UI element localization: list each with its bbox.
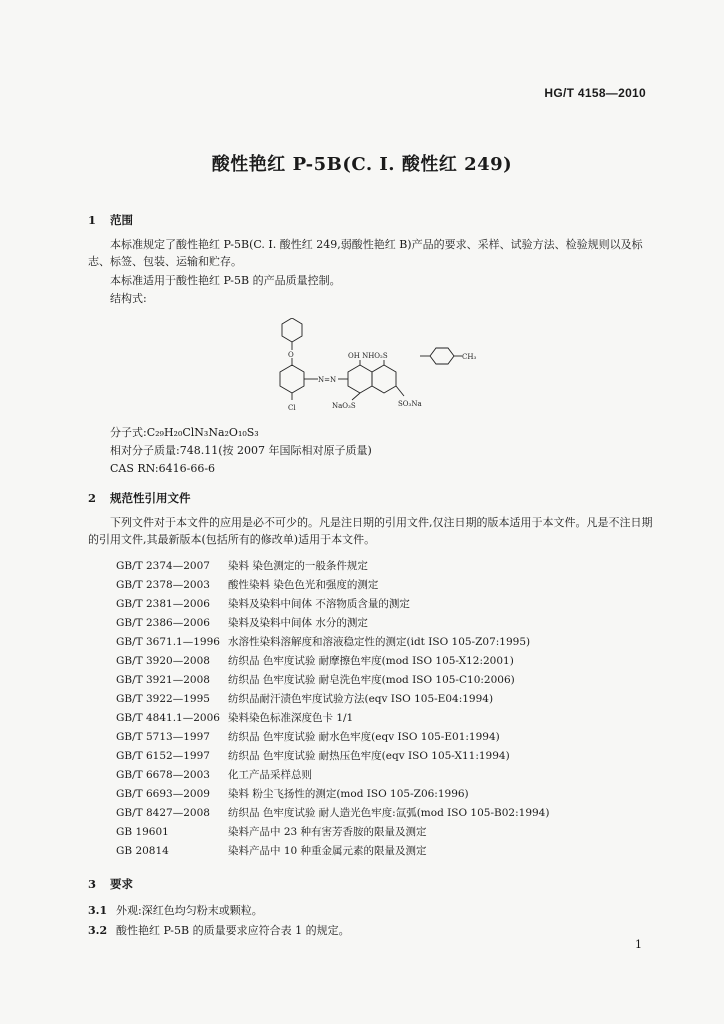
reference-title: 纺织品 色牢度试验 耐热压色牢度(eqv ISO 105-X11:1994) — [228, 750, 510, 762]
methyl-label: CH₃ — [462, 353, 477, 361]
tolyl-ring — [430, 348, 454, 364]
reference-item — [116, 843, 427, 858]
reference-code: GB/T 4841.1—2006 — [116, 712, 220, 724]
normative-references-intro: 下列文件对于本文件的应用是必不可少的。凡是注日期的引用文件,仅注日期的版本适用于本文件。凡是不注日期的引用文件,其最新版本(包括所有的修改单)适用于本文件。 — [88, 516, 653, 546]
reference-title: 染料产品中 10 种重金属元素的限量及测定 — [228, 845, 427, 857]
reference-code: GB 19601 — [116, 826, 169, 838]
reference-title: 染料产品中 23 种有害芳香胺的限量及测定 — [228, 826, 427, 838]
reference-title: 染料及染料中间体 水分的测定 — [228, 617, 368, 629]
reference-item — [116, 786, 469, 801]
oh-nh-label: OH NHO₂S — [348, 352, 388, 360]
reference-title: 纺织品 色牢度试验 耐人造光色牢度:氙弧(mod ISO 105-B02:1994) — [228, 807, 550, 819]
naphthalene-ring-right — [372, 365, 396, 393]
section-2-heading — [88, 490, 191, 506]
reference-title: 纺织品 色牢度试验 耐皂洗色牢度(mod ISO 105-C10:2006) — [228, 674, 515, 686]
reference-title: 染料 粉尘飞扬性的测定(mod ISO 105-Z06:1996) — [228, 788, 469, 800]
requirement-item — [88, 922, 350, 939]
standard-number: HG/T 4158—2010 — [544, 86, 646, 100]
page-number: 1 — [635, 938, 642, 951]
reference-item — [116, 805, 549, 820]
section-number: 1 — [88, 213, 97, 227]
reference-title: 酸性染料 染色色光和强度的测定 — [228, 579, 379, 591]
reference-title: 纺织品耐汗渍色牢度试验方法(eqv ISO 105-E04:1994) — [228, 693, 494, 705]
reference-title: 水溶性染料溶解度和溶液稳定性的测定(idt ISO 105-Z07:1995) — [228, 636, 531, 648]
reference-item — [116, 767, 312, 782]
reference-item — [116, 748, 510, 763]
section-title: 要求 — [110, 877, 133, 891]
reference-item — [116, 710, 353, 725]
reference-code: GB/T 2378—2003 — [116, 579, 210, 591]
reference-code: GB/T 8427—2008 — [116, 807, 210, 819]
requirement-item — [88, 902, 263, 919]
reference-title: 染料染色标准深度色卡 1/1 — [228, 712, 354, 724]
reference-item — [116, 691, 493, 706]
reference-code: GB 20814 — [116, 845, 169, 857]
clause-number: 3.1 — [88, 904, 108, 917]
formula-line — [110, 424, 259, 441]
reference-title: 染料 染色测定的一般条件规定 — [228, 560, 368, 572]
cas-number-line: CAS RN:6416-66-6 — [110, 462, 216, 475]
azo-label: N=N — [318, 376, 337, 384]
reference-code: GB/T 6152—1997 — [116, 750, 210, 762]
reference-code: GB/T 3671.1—1996 — [116, 636, 220, 648]
reference-code: GB/T 5713—1997 — [116, 731, 210, 743]
section-3-heading — [88, 876, 133, 892]
section-number: 3 — [88, 877, 97, 891]
reference-item — [116, 558, 368, 573]
scope-applicability: 本标准适用于酸性艳红 P-5B 的产品质量控制。 — [110, 274, 341, 287]
section-1-heading — [88, 212, 133, 228]
reference-code: GB/T 2381—2006 — [116, 598, 210, 610]
phenoxy-ring — [282, 318, 302, 342]
section-title: 范围 — [110, 213, 133, 227]
clause-number: 3.2 — [88, 924, 108, 937]
reference-code: GB/T 6678—2003 — [116, 769, 210, 781]
reference-item — [116, 615, 368, 630]
oxygen-label: O — [288, 351, 294, 359]
section-number: 2 — [88, 491, 97, 505]
reference-code: GB/T 2386—2006 — [116, 617, 210, 629]
molecular-mass-line: 相对分子质量:748.11(按 2007 年国际相对原子质量) — [110, 444, 372, 457]
reference-item — [116, 824, 427, 839]
naso3-label: NaO₃S — [332, 402, 356, 410]
reference-item — [116, 577, 378, 592]
clause-text: 酸性艳红 P-5B 的质量要求应符合表 1 的规定。 — [116, 924, 350, 937]
structure-label: 结构式: — [110, 292, 147, 305]
so3na-label: SO₃Na — [398, 400, 422, 408]
molecular-formula: C₂₉H₂₀ClN₃Na₂O₁₀S₃ — [146, 426, 259, 439]
chemical-structure — [252, 318, 482, 418]
chloro-label: Cl — [288, 404, 296, 412]
scope-paragraph: 本标准规定了酸性艳红 P-5B(C. I. 酸性红 249,弱酸性艳红 B)产品的要求、采样、试验方法、检验规则以及标志、标签、包装、运输和贮存。 — [88, 238, 643, 268]
reference-item — [116, 729, 500, 744]
reference-title: 染料及染料中间体 不溶物质含量的测定 — [228, 598, 410, 610]
page-title: 酸性艳红 P-5B(C. I. 酸性红 249) — [211, 154, 513, 175]
reference-title: 纺织品 色牢度试验 耐摩擦色牢度(mod ISO 105-X12:2001) — [228, 655, 514, 667]
section-title: 规范性引用文件 — [110, 491, 191, 505]
formula-label: 分子式: — [110, 426, 147, 439]
reference-item — [116, 634, 530, 649]
reference-item — [116, 596, 410, 611]
reference-item — [116, 672, 515, 687]
clause-text: 外观:深红色均匀粉末或颗粒。 — [116, 904, 263, 917]
reference-code: GB/T 6693—2009 — [116, 788, 210, 800]
chlorophenyl-ring — [280, 365, 304, 393]
reference-item — [116, 653, 514, 668]
reference-code: GB/T 3920—2008 — [116, 655, 210, 667]
naphthalene-ring-left — [348, 365, 372, 393]
reference-title: 纺织品 色牢度试验 耐水色牢度(eqv ISO 105-E01:1994) — [228, 731, 500, 743]
reference-code: GB/T 2374—2007 — [116, 560, 210, 572]
reference-code: GB/T 3922—1995 — [116, 693, 210, 705]
reference-title: 化工产品采样总则 — [228, 769, 312, 781]
reference-code: GB/T 3921—2008 — [116, 674, 210, 686]
